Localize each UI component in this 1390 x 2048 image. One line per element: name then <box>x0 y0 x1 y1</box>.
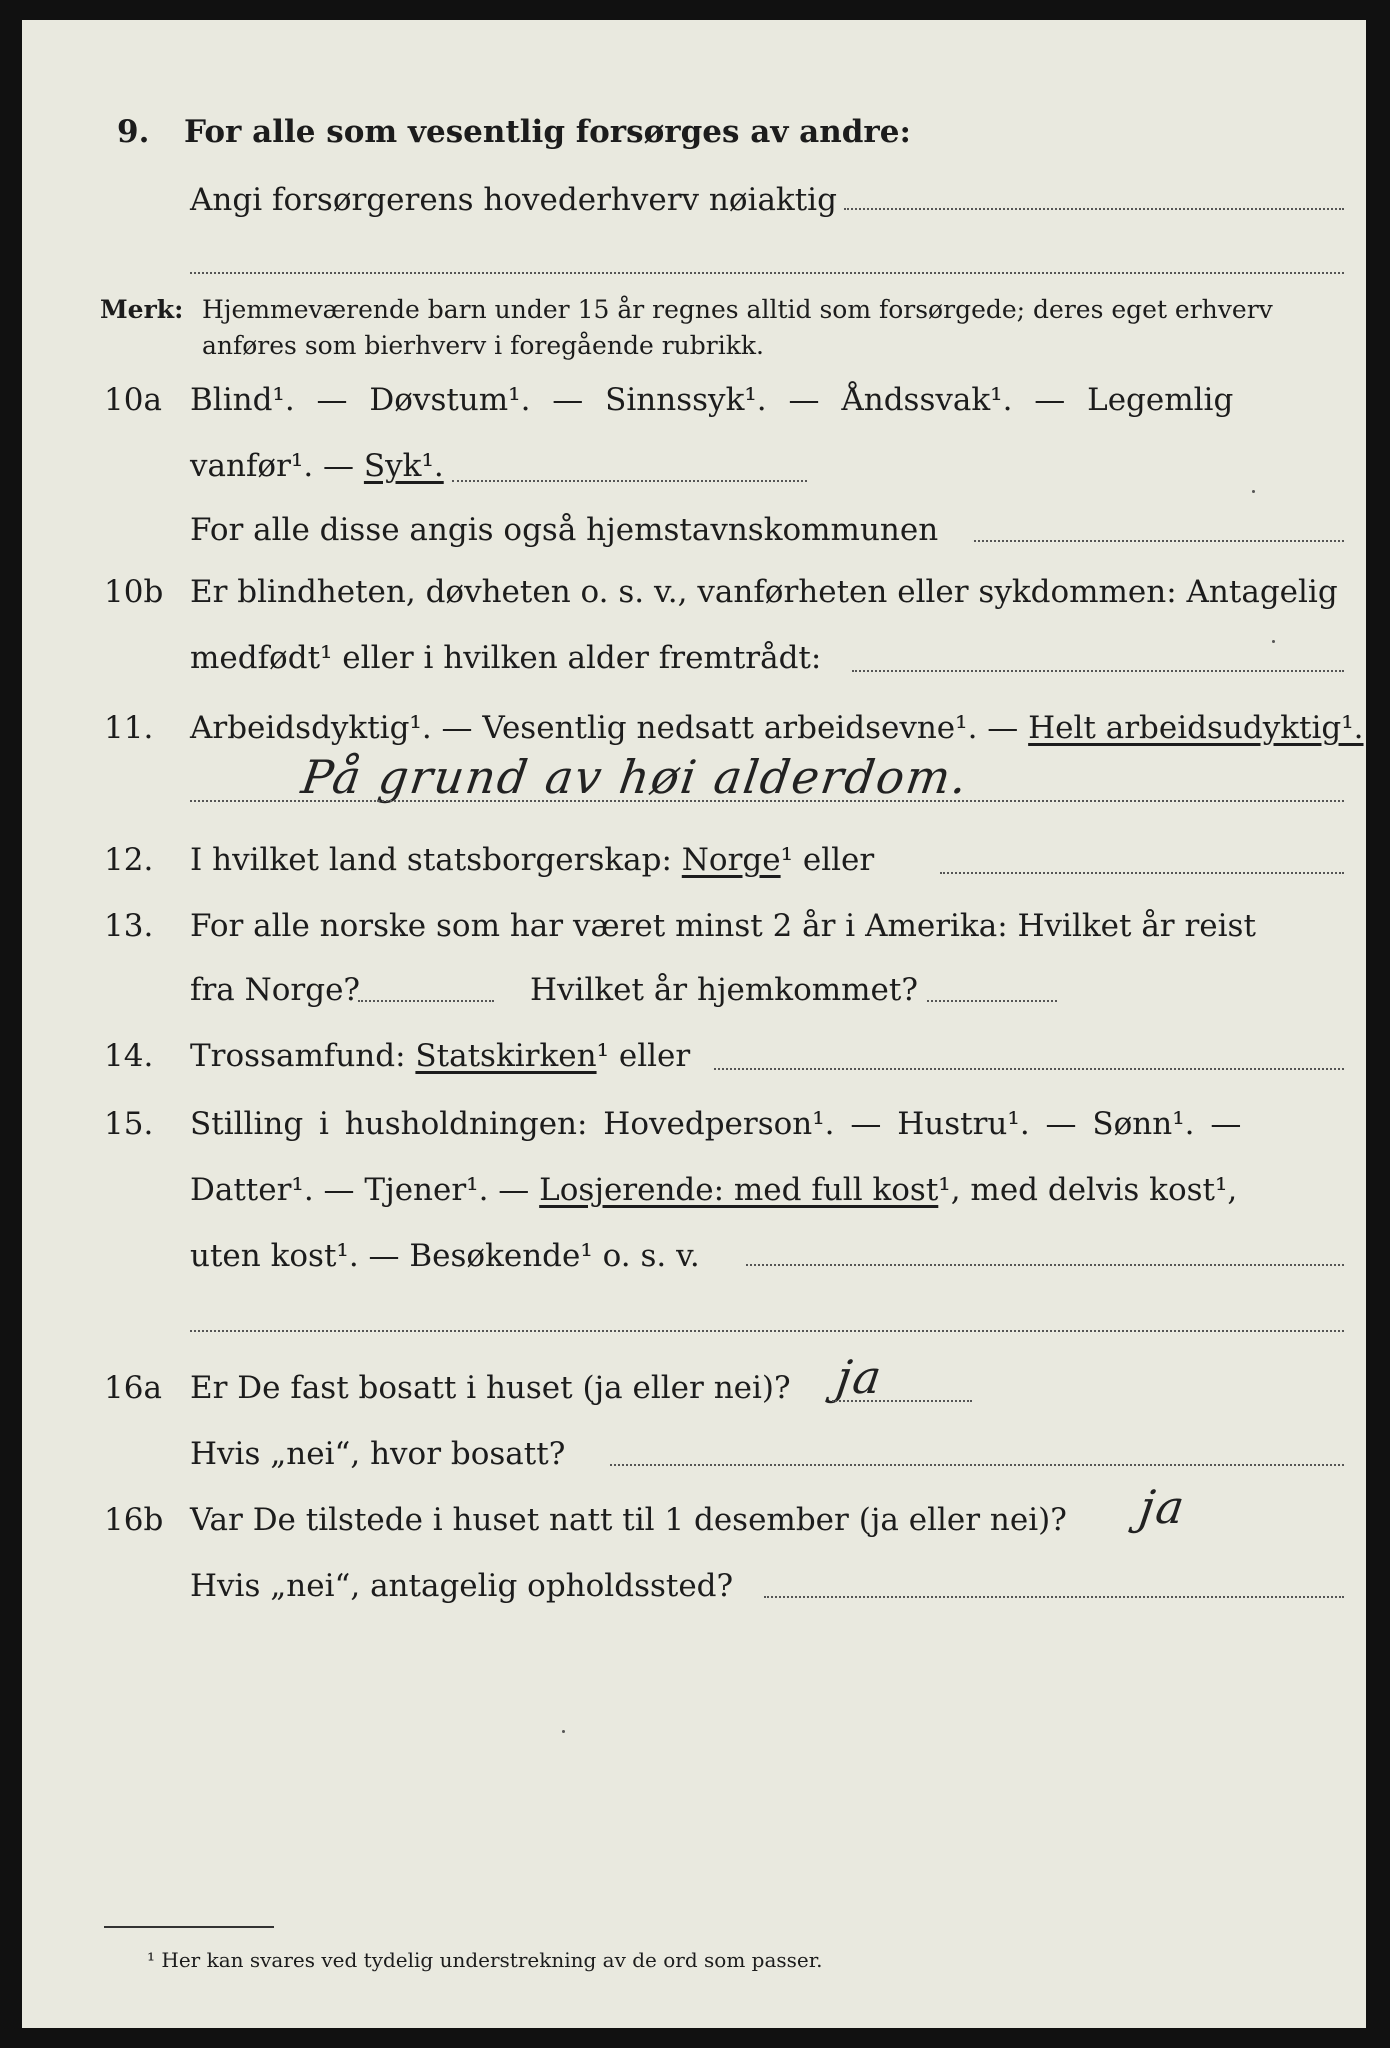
q14-answer-line[interactable] <box>714 1068 1344 1070</box>
q15-line2a: Datter¹. — Tjener¹. — <box>190 1172 540 1208</box>
q14-line1a: Trossamfund: <box>190 1038 416 1074</box>
q16a-bosatt-line[interactable] <box>610 1464 1344 1466</box>
paper-speck <box>1272 640 1275 643</box>
q10a-number: 10a <box>104 382 162 418</box>
q16b-line2: Hvis „nei“, antagelig opholdssted? <box>190 1568 734 1604</box>
q13-number: 13. <box>104 908 154 944</box>
q16a-handwritten-answer: ja <box>833 1350 887 1404</box>
q14-number: 14. <box>104 1038 154 1074</box>
q10b-answer-line[interactable] <box>852 670 1344 672</box>
q10a-syk-underlined: Syk¹. <box>363 448 444 484</box>
q15-line3: uten kost¹. — Besøkende¹ o. s. v. <box>190 1238 700 1274</box>
q16a-answer-line[interactable] <box>832 1400 972 1402</box>
footnote-rule <box>104 1926 274 1928</box>
q12-number: 12. <box>104 842 154 878</box>
q15-losjerende-underlined: Losjerende: med full kost <box>539 1172 939 1208</box>
q9-answer-line-2[interactable] <box>190 272 1344 274</box>
q11-number: 11. <box>104 710 154 746</box>
q9-title: For alle som vesentlig forsørges av andre: <box>184 114 911 150</box>
q12-line1c: ¹ eller <box>780 842 875 878</box>
paper-speck <box>562 1730 565 1733</box>
q16b-number: 16b <box>104 1502 164 1538</box>
q11-answer-line[interactable] <box>190 800 1344 802</box>
q15-line1: Stilling i husholdningen: Hovedperson¹. — Hustru¹. — Sønn¹. — <box>190 1106 1242 1142</box>
merk-label: Merk: <box>100 295 184 324</box>
q16b-line1: Var De tilstede i huset natt til 1 desember (ja eller nei)? <box>190 1502 1067 1538</box>
q16a-number: 16a <box>104 1370 162 1406</box>
q15-answer-line[interactable] <box>746 1264 1344 1266</box>
q10a-answer-line[interactable] <box>452 480 807 482</box>
q10b-line1: Er blindheten, døvheten o. s. v., vanførheten eller sykdommen: Antagelig <box>190 574 1338 610</box>
q12-answer-line[interactable] <box>940 872 1344 874</box>
q15-line2c: ¹, med delvis kost¹, <box>938 1172 1238 1208</box>
q9-number: 9. <box>117 114 150 150</box>
q13-hjemkommet-line[interactable] <box>927 1000 1057 1002</box>
q14-line1c: ¹ eller <box>596 1038 691 1074</box>
q12-line1a: I hvilket land statsborgerskap: <box>190 842 682 878</box>
q16b-opholdssted-line[interactable] <box>764 1596 1344 1598</box>
paper-speck <box>1252 490 1255 493</box>
q14-statskirken-underlined: Statskirken <box>415 1038 597 1074</box>
q9-line2-text: Angi forsørgerens hovederhverv nøiaktig <box>190 182 837 218</box>
q10b-line2: medfødt¹ eller i hvilken alder fremtrådt: <box>190 640 822 676</box>
q16a-line1: Er De fast bosatt i huset (ja eller nei)? <box>190 1370 791 1406</box>
q9-answer-line[interactable] <box>844 208 1344 210</box>
q10b-number: 10b <box>104 574 164 610</box>
q12-norge-underlined: Norge <box>681 842 781 878</box>
q10a-line3: For alle disse angis også hjemstavnskommunen <box>190 512 939 548</box>
q11-line1a: Arbeidsdyktig¹. — Vesentlig nedsatt arbeidsevne¹. — <box>190 710 1029 746</box>
q11-helt-arbeidsudyktig-underlined: Helt arbeidsudyktig¹. <box>1028 710 1364 746</box>
merk-line1: Hjemmeværende barn under 15 år regnes alltid som forsørgede; deres eget erhverv <box>202 295 1273 324</box>
merk-line2: anføres som bierhverv i foregående rubrikk. <box>202 331 764 360</box>
q10a-hjemstavn-line[interactable] <box>974 540 1344 542</box>
q10a-line1: Blind¹. — Døvstum¹. — Sinnssyk¹. — Åndssvak¹. — Legemlig <box>190 382 1234 418</box>
q10a-line2a: vanfør¹. — <box>190 448 364 484</box>
q13-line2a: fra Norge? <box>190 972 361 1008</box>
q15-number: 15. <box>104 1106 154 1142</box>
q13-line2b: Hvilket år hjemkommet? <box>530 972 918 1008</box>
q13-line1: For alle norske som har været minst 2 år i Amerika: Hvilket år reist <box>190 908 1256 944</box>
footnote-text: ¹ Her kan svares ved tydelig understrekning av de ord som passer. <box>147 1948 823 1972</box>
q11-handwritten-answer: På grund av høi alderdom. <box>298 750 973 804</box>
census-form-page <box>22 20 1366 2028</box>
q13-reist-line[interactable] <box>358 1000 494 1002</box>
q16a-line2: Hvis „nei“, hvor bosatt? <box>190 1436 566 1472</box>
q15-answer-line-2[interactable] <box>190 1330 1344 1332</box>
q16b-handwritten-answer: ja <box>1136 1480 1190 1534</box>
